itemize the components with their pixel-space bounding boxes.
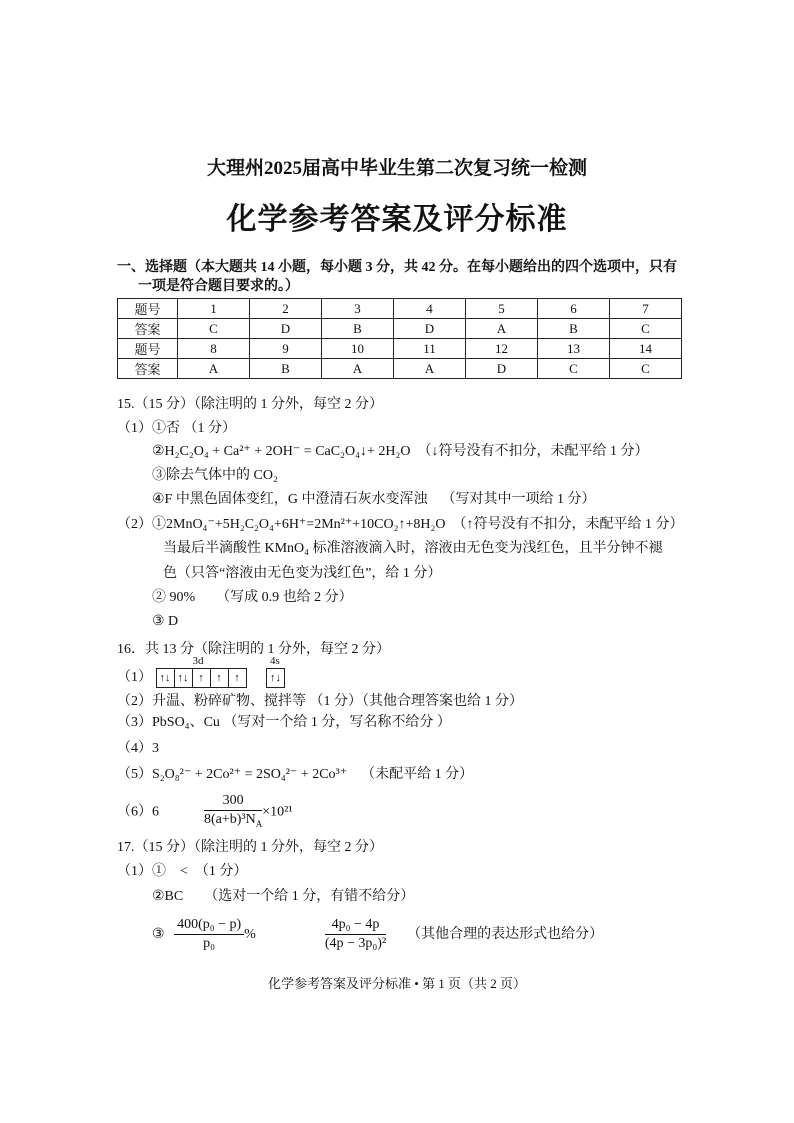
multiplier: ×10²¹ [262, 804, 293, 820]
table-cell: 7 [610, 299, 682, 319]
denominator: (4p − 3p₀)² [324, 936, 387, 952]
q15-p1-4 [152, 491, 595, 509]
equation: ②H₂C₂O₄ + Ca²⁺ + 2OH⁻ = CaC₂O₄↓+ 2H₂O [152, 444, 411, 459]
q15-p2-1b: 当最后半滴酸性 KMnO₄ 标准溶液滴入时，溶液由无色变为浅红色，且半分钟不褪 [163, 541, 663, 556]
orbital-box: ↑↓ [175, 669, 193, 687]
scoring-note: （↑符号没有不扣分，未配平给 1 分） [452, 517, 684, 532]
q15-p2-2 [152, 589, 353, 607]
section1-heading: 一、选择题（本大题共 14 小题，每小题 3 分，共 42 分。在每小题给出的四个选项中，只有 [117, 260, 677, 275]
table-cell: 4 [394, 299, 466, 319]
page-footer: 化学参考答案及评分标准 • 第 1 页（共 2 页） [267, 976, 527, 991]
table-cell: D [394, 319, 466, 339]
row-header-cell: 题号 [118, 299, 178, 319]
scoring-note: （↓符号没有不扣分，未配平给 1 分） [417, 444, 649, 459]
q15-p1-3: ③除去气体中的 CO₂ [152, 468, 278, 483]
orbital-4s [266, 655, 285, 688]
section1-heading-2: 一项是符合题目要求的。） [138, 279, 299, 294]
q16-p6 [117, 792, 293, 833]
scoring-note: （未配平给 1 分） [361, 767, 474, 782]
orbital-4s-label: 4s [270, 655, 280, 667]
numerator: 300 [204, 792, 262, 811]
q16-p5 [117, 766, 473, 784]
q15-p2-3: ③ D [152, 614, 179, 629]
q15-p2-1 [117, 516, 683, 534]
equation: （2）①2MnO₄⁻+5H₂C₂O₄+6H⁺=2Mn²⁺+10CO₂↑+8H₂O [117, 517, 446, 532]
numerator: 400(p₀ − p) [174, 916, 244, 935]
table-cell: 10 [322, 339, 394, 359]
table-row [118, 299, 682, 319]
density-fraction [204, 792, 262, 833]
table-cell: 14 [610, 339, 682, 359]
q16-p1 [117, 655, 285, 688]
table-cell: 8 [178, 339, 250, 359]
table-cell: B [322, 319, 394, 339]
orbital-3d [156, 655, 247, 688]
table-cell: D [250, 319, 322, 339]
denominator: p₀ [203, 936, 216, 952]
q15-p2-1c: 色（只答“溶液由无色变为浅红色”，给 1 分） [163, 566, 442, 581]
table-cell: 9 [250, 339, 322, 359]
q17-p1-3 [152, 916, 603, 954]
denominator-sub: A [255, 818, 263, 829]
denominator [204, 811, 262, 833]
part-label: （1） [117, 670, 152, 686]
table-row [118, 359, 682, 379]
answer-table [117, 298, 682, 379]
table-cell: C [610, 359, 682, 379]
page-title: 化学参考答案及评分标准 [226, 203, 568, 236]
q16-p3: （3）PbSO₄、Cu （写对一个给 1 分，写名称不给分 ） [117, 715, 451, 730]
table-cell: 2 [250, 299, 322, 319]
q17-p1-1: （1）① < （1 分） [117, 864, 248, 879]
table-cell: D [466, 359, 538, 379]
table-cell: 1 [178, 299, 250, 319]
part-answer: （6）6 [117, 804, 159, 820]
orbital-box: ↑ [211, 669, 229, 687]
scoring-note: （写对其中一项给 1 分） [441, 492, 596, 507]
row-header-cell: 题号 [118, 339, 178, 359]
scoring-note: （写成 0.9 也给 2 分） [216, 590, 353, 605]
q17-header: 17.（15 分）（除注明的 1 分外，每空 2 分） [117, 840, 383, 855]
part-label: ③ [152, 927, 165, 942]
table-cell: B [538, 319, 610, 339]
orbital-box: ↑ [234, 672, 240, 684]
q16-p2: （2）升温、粉碎矿物、搅拌等 （1 分）（其他合理答案也给 1 分） [117, 694, 523, 709]
q15-p1-2 [152, 443, 648, 461]
exam-title: 大理州2025届高中毕业生第二次复习统一检测 [206, 158, 587, 179]
q16-header: 16．共 13 分（除注明的 1 分外，每空 2 分） [117, 642, 390, 657]
answer-text: ② 90% [152, 590, 196, 605]
row-header-cell: 答案 [118, 319, 178, 339]
table-cell: C [610, 319, 682, 339]
conversion-fraction [174, 916, 244, 953]
table-cell: 11 [394, 339, 466, 359]
table-cell: 3 [322, 299, 394, 319]
orbital-box: ↑ [193, 669, 211, 687]
table-cell: B [250, 359, 322, 379]
q17-p1-2 [152, 888, 414, 906]
percent-sign: % [244, 927, 256, 942]
table-row [118, 339, 682, 359]
orbital-box: ↑↓ [157, 669, 175, 687]
q15-header: 15.（15 分）（除注明的 1 分外，每空 2 分） [117, 397, 383, 412]
table-cell: C [178, 319, 250, 339]
orbital-3d-label: 3d [192, 655, 204, 667]
equation: （5）S₂O₈²⁻ + 2Co²⁺ = 2SO₄²⁻ + 2Co³⁺ [117, 767, 348, 782]
denominator-text: 8(a+b)³N [204, 812, 256, 827]
answer-text: ②BC [152, 889, 184, 904]
table-cell: A [322, 359, 394, 379]
table-cell: 13 [538, 339, 610, 359]
kp-fraction [325, 916, 386, 953]
table-cell: 5 [466, 299, 538, 319]
orbital-box: ↑↓ [270, 672, 281, 684]
scoring-note: （选对一个给 1 分，有错不给分） [204, 889, 415, 904]
table-cell: A [466, 319, 538, 339]
table-cell: 12 [466, 339, 538, 359]
answer-text: ④F 中黑色固体变红，G 中澄清石灰水变浑浊 [152, 492, 428, 507]
row-header-cell: 答案 [118, 359, 178, 379]
table-cell: A [394, 359, 466, 379]
q16-p4: （4）3 [117, 741, 159, 756]
table-cell: A [178, 359, 250, 379]
table-cell: 6 [538, 299, 610, 319]
table-row [118, 319, 682, 339]
scoring-note: （其他合理的表达形式也给分） [407, 927, 604, 942]
table-cell: C [538, 359, 610, 379]
q15-p1-1: （1）①否 （1 分） [117, 421, 236, 436]
numerator: 4p₀ − 4p [325, 916, 386, 935]
